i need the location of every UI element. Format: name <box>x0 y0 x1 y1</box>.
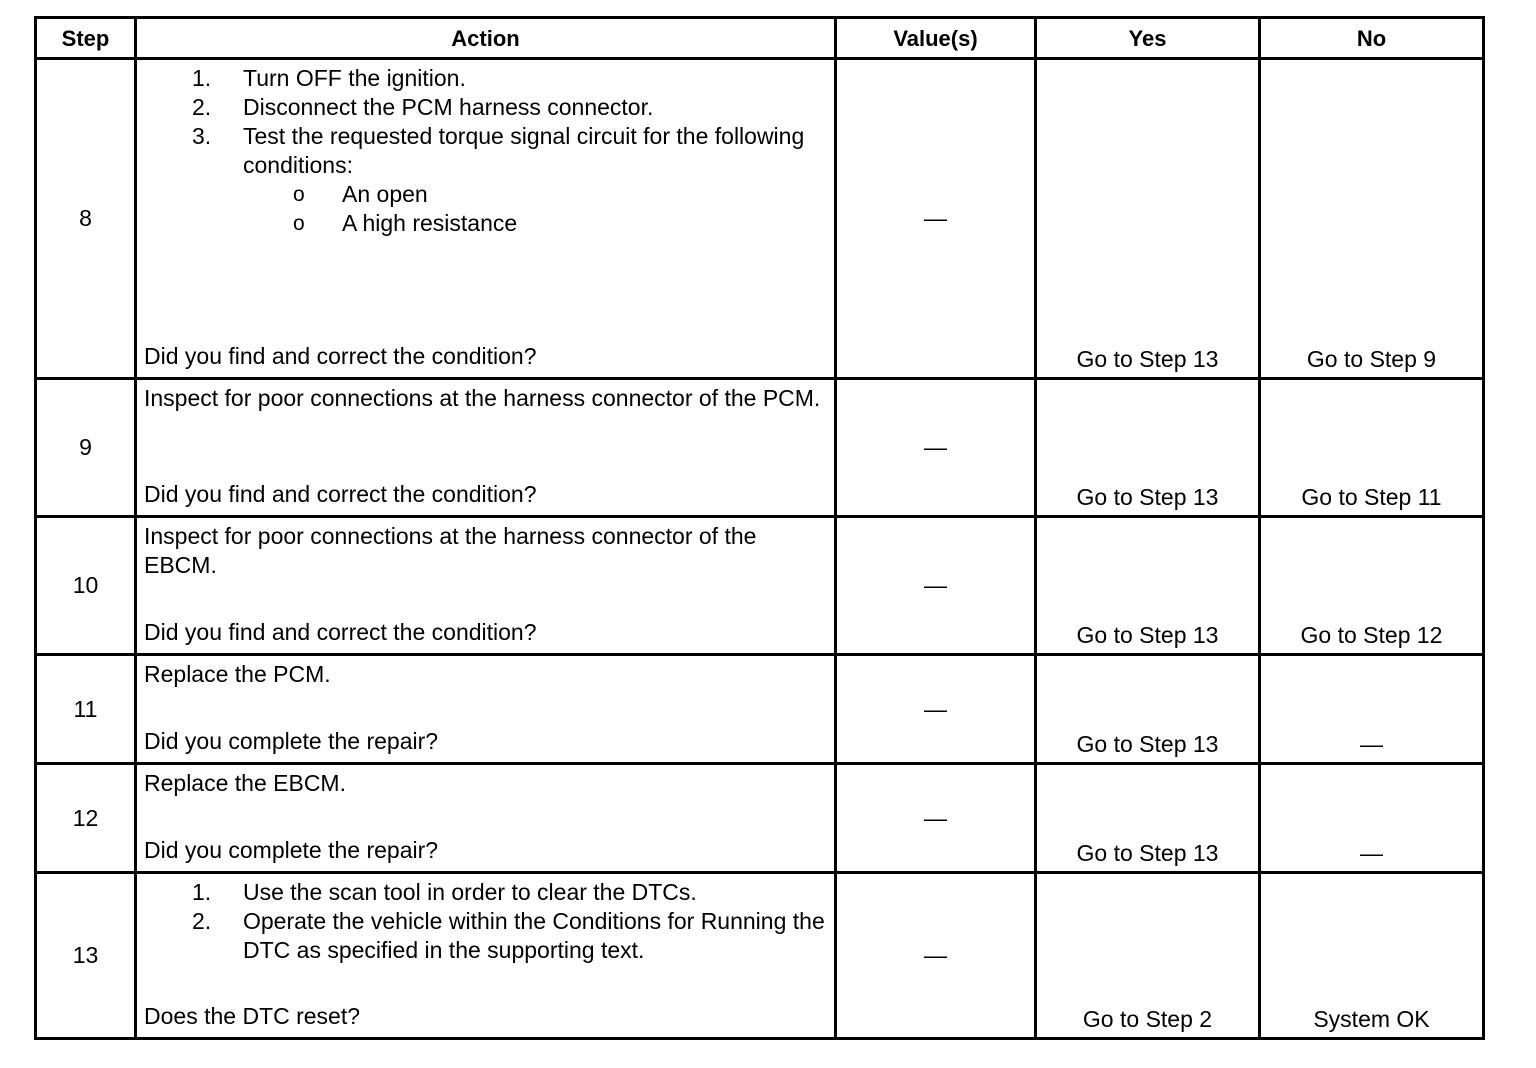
step-number: 12 <box>36 764 136 873</box>
yes-cell <box>1036 655 1260 764</box>
numbered-steps <box>144 64 828 238</box>
list-item: 2. Disconnect the PCM harness connector. <box>192 94 654 120</box>
list-item: 2. Operate the vehicle within the Conditions for Running the DTC as specified in the supporting text. <box>192 908 825 963</box>
value-cell: — <box>836 655 1036 764</box>
no-cell <box>1260 655 1484 764</box>
action-question: Did you find and correct the condition? <box>144 481 537 507</box>
no-result: — <box>1360 840 1383 866</box>
step-number: 13 <box>36 873 136 1039</box>
table-row <box>36 873 1484 1039</box>
table-row <box>36 764 1484 873</box>
action-question: Does the DTC reset? <box>144 1003 361 1029</box>
action-question: Did you find and correct the condition? <box>144 619 537 645</box>
yes-cell <box>1036 59 1260 379</box>
yes-result: Go to Step 13 <box>1076 484 1219 510</box>
yes-result: Go to Step 2 <box>1082 1006 1213 1032</box>
header-row <box>36 18 1484 59</box>
action-question: Did you complete the repair? <box>144 728 439 754</box>
yes-cell <box>1036 379 1260 517</box>
yes-cell <box>1036 873 1260 1039</box>
action-cell <box>136 873 836 1039</box>
action-instructions: Inspect for poor connections at the harness connector of the EBCM. <box>144 523 757 578</box>
no-result: System OK <box>1313 1006 1430 1032</box>
no-result: Go to Step 9 <box>1306 346 1437 372</box>
value-cell: — <box>836 764 1036 873</box>
no-result: — <box>1360 731 1383 757</box>
header-no: No <box>1260 18 1484 59</box>
table-row <box>36 517 1484 655</box>
yes-result: Go to Step 13 <box>1076 622 1219 648</box>
condition-bullets <box>243 180 828 238</box>
action-instructions: Replace the EBCM. <box>144 770 346 796</box>
table-row <box>36 379 1484 517</box>
action-cell <box>136 764 836 873</box>
diagnostic-table <box>34 16 1485 1040</box>
table-row <box>36 655 1484 764</box>
list-item: 1. Use the scan tool in order to clear the DTCs. <box>192 879 697 905</box>
header-step: Step <box>36 18 136 59</box>
action-question: Did you find and correct the condition? <box>144 343 537 369</box>
no-result: Go to Step 12 <box>1300 622 1443 648</box>
no-cell <box>1260 517 1484 655</box>
table-row <box>36 59 1484 379</box>
list-item: o An open <box>293 181 428 207</box>
yes-cell <box>1036 764 1260 873</box>
action-instructions <box>144 64 828 238</box>
value-cell: — <box>836 59 1036 379</box>
header-values: Value(s) <box>836 18 1036 59</box>
action-cell <box>136 517 836 655</box>
action-question: Did you complete the repair? <box>144 837 439 863</box>
numbered-steps <box>144 878 828 965</box>
list-item: o A high resistance <box>293 210 518 236</box>
step-number: 11 <box>36 655 136 764</box>
list-item: 3. Test the requested torque signal circuit for the following conditions: o An open o A high resistance <box>144 122 828 238</box>
header-yes: Yes <box>1036 18 1260 59</box>
no-cell <box>1260 59 1484 379</box>
step-number: 8 <box>36 59 136 379</box>
yes-result: Go to Step 13 <box>1076 840 1219 866</box>
no-cell <box>1260 379 1484 517</box>
step-number: 10 <box>36 517 136 655</box>
yes-result: Go to Step 13 <box>1076 731 1219 757</box>
header-action: Action <box>136 18 836 59</box>
value-cell: — <box>836 379 1036 517</box>
no-result: Go to Step 11 <box>1301 484 1442 510</box>
no-cell <box>1260 873 1484 1039</box>
yes-cell <box>1036 517 1260 655</box>
action-cell <box>136 59 836 379</box>
action-instructions: Inspect for poor connections at the harness connector of the PCM. <box>144 385 821 411</box>
action-cell <box>136 379 836 517</box>
step-number: 9 <box>36 379 136 517</box>
no-cell <box>1260 764 1484 873</box>
yes-result: Go to Step 13 <box>1076 346 1219 372</box>
action-cell <box>136 655 836 764</box>
value-cell: — <box>836 873 1036 1039</box>
list-item: 1. Turn OFF the ignition. <box>192 65 466 91</box>
action-instructions: Replace the PCM. <box>144 661 331 687</box>
value-cell: — <box>836 517 1036 655</box>
